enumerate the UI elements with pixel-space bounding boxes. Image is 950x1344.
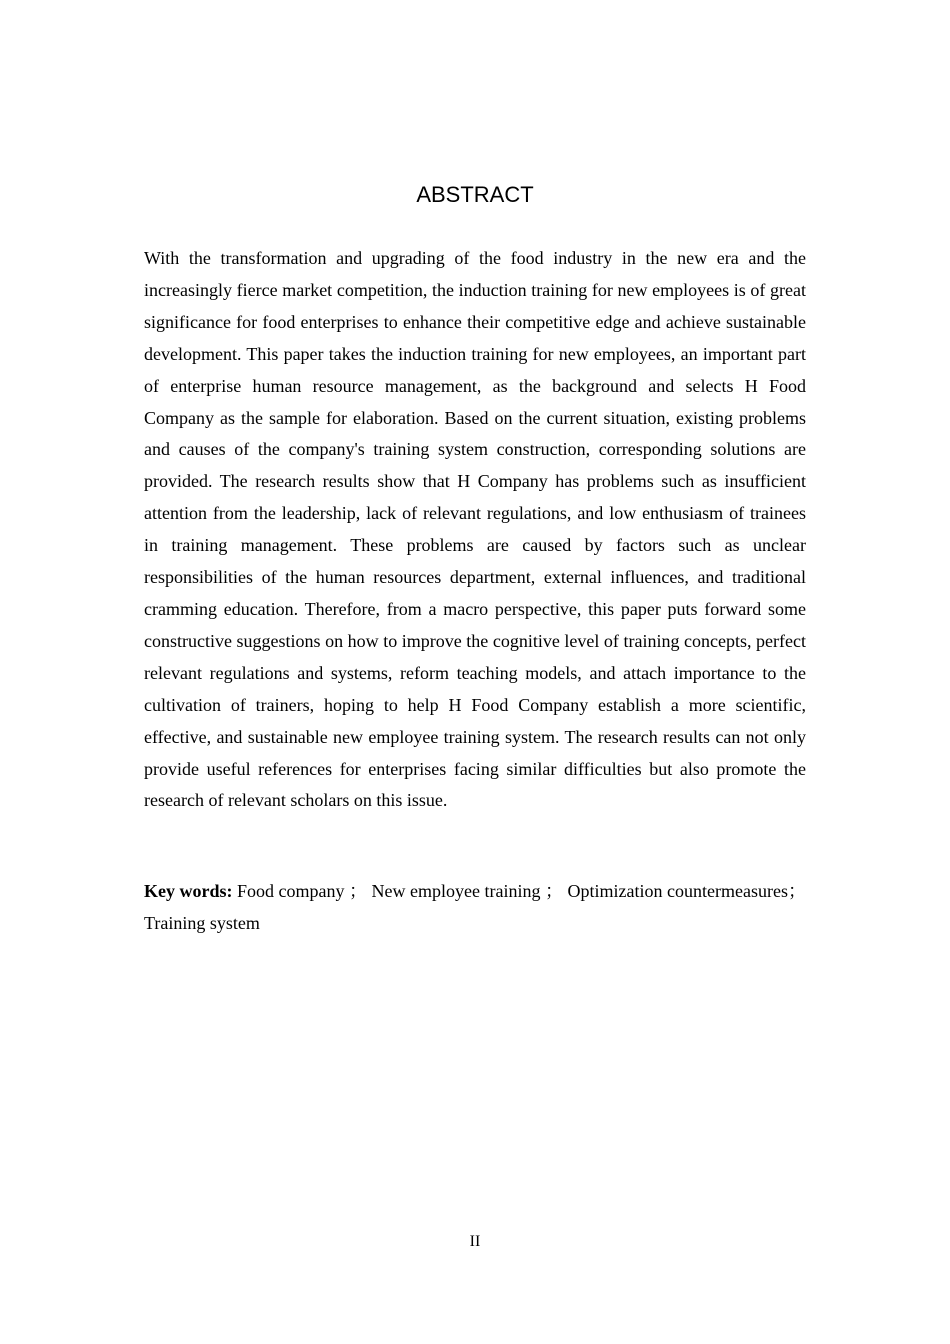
keywords-label: Key words: [144, 881, 233, 901]
abstract-title: ABSTRACT [416, 182, 534, 207]
abstract-body: With the transformation and upgrading of the food industry in the new era and the increasingly fierce market competition, the induction training for new employees is of great significance for food enterprises to enhance their competitive edge and achieve sustainable development. This paper takes the induction training for new employees, an important part of enterprise human resource management, as the background and selects H Food Company as the sample for elaboration. Based on the current situation, existing problems and causes of the company's training system construction, corresponding solutions are provided. The research results show that H Company has problems such as insufficient attention from the leadership, lack of relevant regulations, and low enthusiasm of trainees in training management. These problems are caused by factors such as unclear responsibilities of the human resources department, external influences, and traditional cramming education. Therefore, from a macro perspective, this paper puts forward some constructive suggestions on how to improve the cognitive level of training concepts, perfect relevant regulations and systems, reform teaching models, and attach importance to the cultivation of trainers, hoping to help H Food Company establish a more scientific, effective, and sustainable new employee training system. The research results can not only provide useful references for enterprises facing similar difficulties but also promote the research of relevant scholars on this issue. [144, 248, 806, 811]
page-number: II [469, 1233, 481, 1250]
keywords-text: Food company ； New employee training ； Optimization countermeasures；Training system [144, 881, 806, 933]
keywords-paragraph [144, 875, 806, 939]
